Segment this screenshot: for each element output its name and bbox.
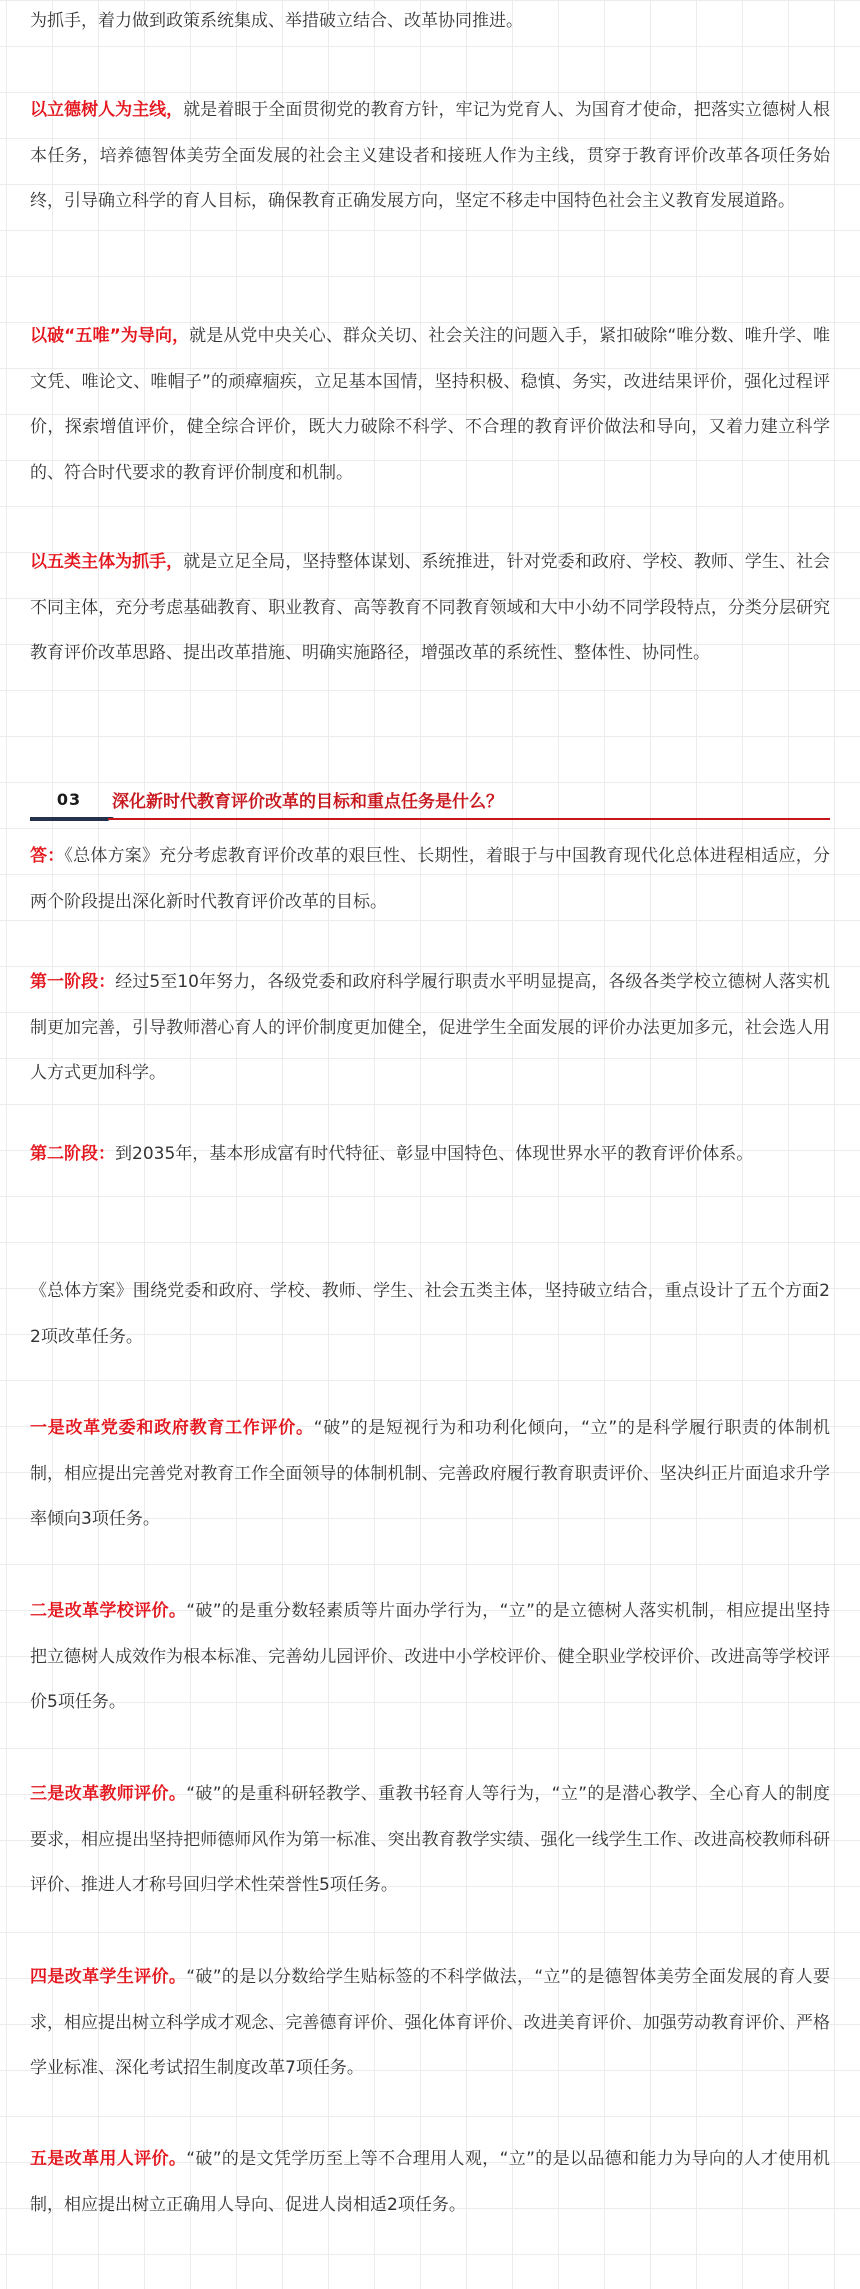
task-body-1: “破”的是短视行为和功利化倾向，“立”的是科学履行职责的体制机制，相应提出完善党对教育工作全面领导的体制机制、完善政府履行教育职责评价、坚决纠正片面追求升学率倾向3项任务。 — [30, 1418, 830, 1529]
task-body-3: “破”的是重科研轻教学、重教书轻育人等行为，“立”的是潜心教学、全心育人的制度要求，相应提出坚持把师德师风作为第一标准、突出教育教学实绩、强化一线学生工作、改进高校教师科研评价、推进人才称号回归学术性荣誉性5项任务。 — [30, 1784, 831, 1895]
intro-tail-paragraph — [30, 0, 830, 42]
task-body-2: “破”的是重分数轻素质等片面办学行为，“立”的是立德树人落实机制，相应提出坚持把立德树人成效作为根本标准、完善幼儿园评价、改进中小学校评价、健全职业学校评价、改进高等学校评价5项任务。 — [30, 1601, 831, 1712]
section-rule-dark — [30, 817, 108, 821]
stage1-paragraph — [30, 960, 830, 1097]
task-body-5: “破”的是文凭学历至上等不合理用人观，“立”的是以品德和能力为导向的人才使用机制，相应提出树立正确用人导向、促进人岗相适2项任务。 — [30, 2149, 831, 2215]
orientation-lead: 以破“五唯”为导向， — [30, 326, 190, 346]
task-lead-2: 二是改革学校评价。 — [30, 1601, 187, 1621]
task-paragraph-1 — [30, 1406, 830, 1543]
answer-paragraph — [30, 834, 830, 925]
task-paragraph-5 — [30, 2137, 830, 2228]
stage1-lead: 第一阶段： — [30, 972, 116, 992]
grip-body: 就是立足全局，坚持整体谋划、系统推进，针对党委和政府、学校、教师、学生、社会不同主体，充分考虑基础教育、职业教育、高等教育不同教育领域和大中小幼不同学段特点，分类分层研究教育评价改革思路、提出改革措施、明确实施路径，增强改革的系统性、整体性、协同性。 — [30, 552, 831, 663]
orientation-paragraph — [30, 314, 830, 496]
stage2-body: 到2035年，基本形成富有时代特征、彰显中国特色、体现世界水平的教育评价体系。 — [115, 1144, 754, 1164]
overview-body: 《总体方案》围绕党委和政府、学校、教师、学生、社会五类主体，坚持破立结合，重点设计了五个方面22项改革任务。 — [30, 1281, 830, 1347]
grip-lead: 以五类主体为抓手， — [30, 552, 184, 572]
orientation-body: 就是从党中央关心、群众关切、社会关注的问题入手，紧扣破除“唯分数、唯升学、唯文凭、唯论文、唯帽子”的顽瘴痼疾，立足基本国情，坚持积极、稳慎、务实，改进结果评价，强化过程评价，探索增值评价，健全综合评价，既大力破除不科学、不合理的教育评价做法和导向，又着力建立科学的、符合时代要求的教育评价制度和机制。 — [30, 326, 830, 483]
grip-paragraph — [30, 540, 830, 677]
section-title: 深化新时代教育评价改革的目标和重点任务是什么？ — [112, 792, 503, 812]
section-rule-red — [108, 818, 830, 820]
answer-lead: 答： — [30, 846, 65, 866]
task-lead-3: 三是改革教师评价。 — [30, 1784, 187, 1804]
task-paragraph-4 — [30, 1955, 830, 2092]
task-paragraph-2 — [30, 1589, 830, 1726]
mainline-paragraph — [30, 88, 830, 225]
stage2-paragraph — [30, 1132, 830, 1178]
mainline-body: 就是着眼于全面贯彻党的教育方针，牢记为党育人、为国育才使命，把落实立德树人根本任务，培养德智体美劳全面发展的社会主义建设者和接班人作为主线，贯穿于教育评价改革各项任务始终，引导确立科学的育人目标，确保教育正确发展方向，坚定不移走中国特色社会主义教育发展道路。 — [30, 100, 831, 211]
section-header — [30, 780, 830, 824]
overview-paragraph — [30, 1269, 830, 1360]
mainline-lead: 以立德树人为主线， — [30, 100, 184, 120]
intro-tail-text: 为抓手，着力做到政策系统集成、举措破立结合、改革协同推进。 — [30, 11, 523, 31]
task-lead-4: 四是改革学生评价。 — [30, 1967, 187, 1987]
task-lead-1: 一是改革党委和政府教育工作评价。 — [30, 1418, 314, 1438]
task-lead-5: 五是改革用人评价。 — [30, 2149, 187, 2169]
stage2-lead: 第二阶段： — [30, 1144, 115, 1164]
task-body-4: “破”的是以分数给学生贴标签的不科学做法，“立”的是德智体美劳全面发展的育人要求，相应提出树立科学成才观念、完善德育评价、强化体育评价、改进美育评价、加强劳动教育评价、严格学业标准、深化考试招生制度改革7项任务。 — [30, 1967, 831, 2078]
answer-body: 《总体方案》充分考虑教育评价改革的艰巨性、长期性，着眼于与中国教育现代化总体进程相适应，分两个阶段提出深化新时代教育评价改革的目标。 — [30, 846, 831, 912]
task-paragraph-3 — [30, 1772, 830, 1909]
stage1-body: 经过5至10年努力，各级党委和政府科学履行职责水平明显提高，各级各类学校立德树人落实机制更加完善，引导教师潜心育人的评价制度更加健全，促进学生全面发展的评价办法更加多元，社会选人用人方式更加科学。 — [30, 972, 830, 1083]
section-number: 03 — [56, 790, 82, 809]
